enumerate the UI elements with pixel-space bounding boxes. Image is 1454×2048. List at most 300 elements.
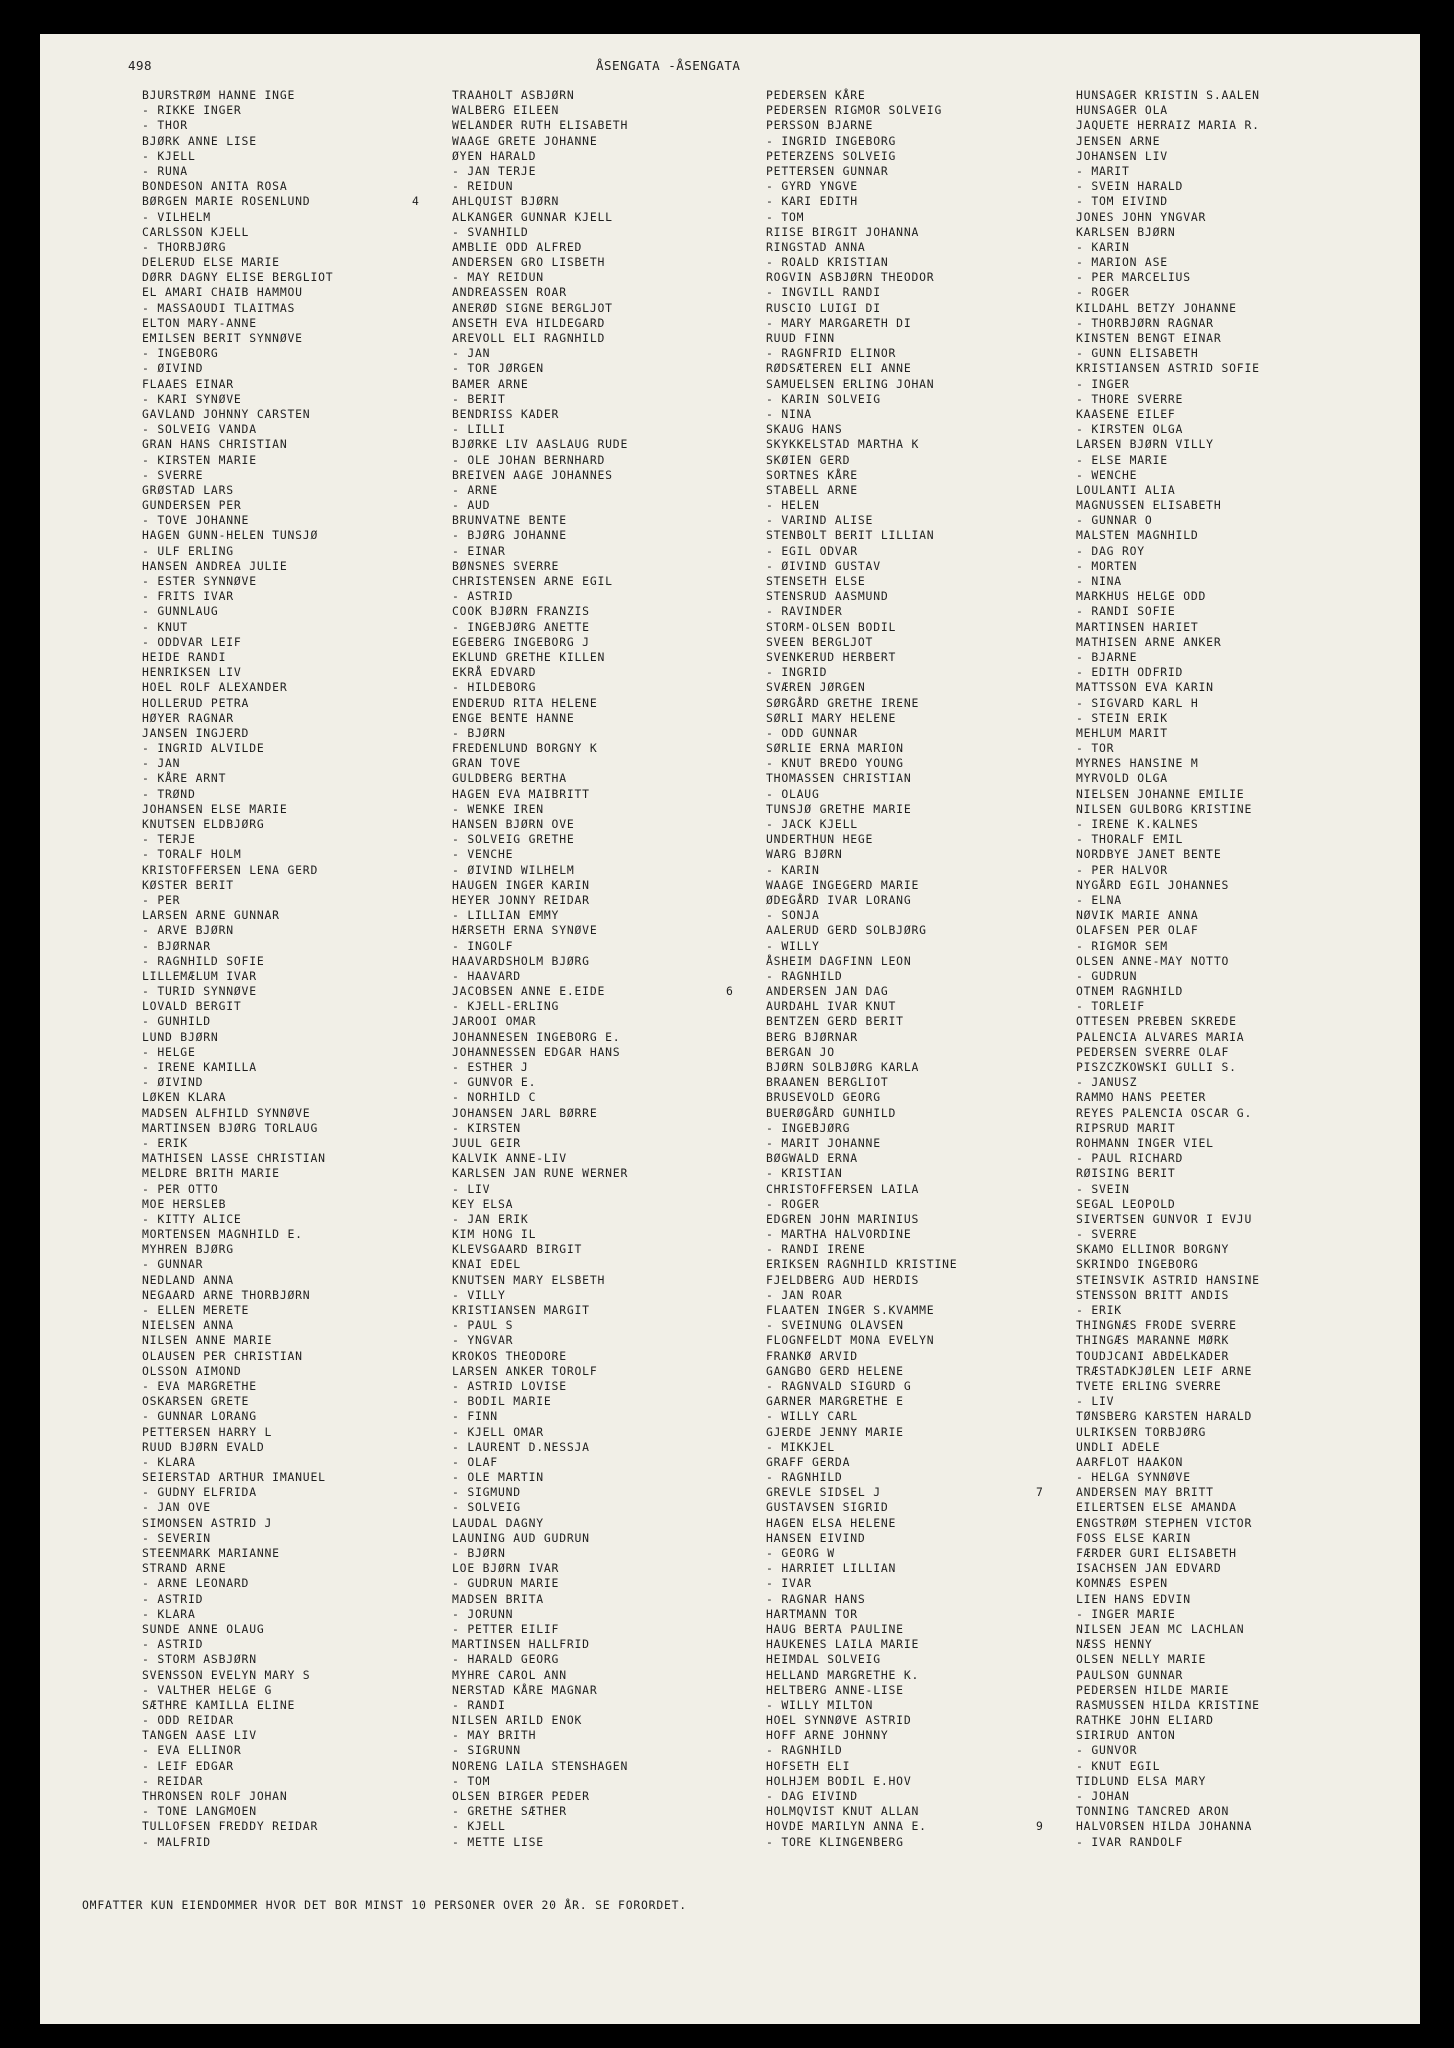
resident-name: MARTINSEN BJØRG TORLAUG — [142, 1120, 319, 1135]
resident-entry — [1076, 893, 1260, 908]
resident-entry — [452, 1652, 628, 1667]
resident-name: TOUDJCANI ABDELKADER — [1076, 1348, 1230, 1363]
resident-entry — [452, 1364, 628, 1379]
resident-entry — [142, 316, 333, 331]
resident-name: BERGAN JO — [766, 1044, 835, 1059]
resident-entry — [766, 1759, 957, 1774]
resident-name: - TONE LANGMOEN — [142, 1804, 257, 1819]
resident-name: - KIRSTEN MARIE — [142, 452, 257, 467]
resident-entry — [1076, 1090, 1260, 1105]
house-number: 4 — [412, 194, 420, 209]
resident-name: HOLLERUD PETRA — [142, 695, 250, 710]
resident-name: - GUNNAR LORANG — [142, 1409, 257, 1424]
resident-name: JOHANSEN ELSE MARIE — [142, 801, 288, 816]
resident-name: - SOLVEIG VANDA — [142, 422, 257, 437]
resident-entry — [1076, 1470, 1260, 1485]
resident-name: TØNSBERG KARSTEN HARALD — [1076, 1409, 1253, 1424]
resident-entry — [1076, 1106, 1260, 1121]
resident-name: HAGEN ELSA HELENE — [766, 1515, 897, 1530]
resident-entry — [452, 1516, 628, 1531]
resident-name: ROGVIN ASBJØRN THEODOR — [766, 270, 935, 285]
resident-entry — [142, 1698, 333, 1713]
resident-entry — [142, 1090, 333, 1105]
resident-entry — [452, 589, 628, 604]
resident-name: - GUNVOR E. — [452, 1075, 537, 1090]
resident-entry — [142, 984, 333, 999]
resident-entry — [142, 635, 333, 650]
resident-entry — [766, 650, 957, 665]
resident-name: RUUD BJØRN EVALD — [142, 1439, 265, 1454]
resident-entry — [452, 528, 628, 543]
resident-name: KRISTIANSEN ASTRID SOFIE — [1076, 361, 1260, 376]
resident-entry — [766, 194, 957, 209]
resident-name: - HARALD GEORG — [452, 1652, 560, 1667]
resident-name: HENRIKSEN LIV — [142, 665, 242, 680]
resident-entry — [1076, 650, 1260, 665]
resident-name: OLAUSEN PER CHRISTIAN — [142, 1348, 303, 1363]
resident-entry — [1076, 255, 1260, 270]
resident-entry — [766, 1090, 957, 1105]
resident-name: - KITTY ALICE — [142, 1211, 242, 1226]
resident-entry — [1076, 103, 1260, 118]
resident-entry — [452, 1151, 628, 1166]
resident-name: SVENKERUD HERBERT — [766, 649, 897, 664]
resident-entry — [452, 1197, 628, 1212]
resident-entry — [142, 422, 333, 437]
resident-entry — [452, 1668, 628, 1683]
resident-name: NIELSEN ANNA — [142, 1318, 234, 1333]
resident-name: FREDENLUND BORGNY K — [452, 741, 598, 756]
resident-entry — [452, 1379, 628, 1394]
resident-entry — [1076, 1516, 1260, 1531]
resident-name: KINSTEN BENGT EINAR — [1076, 331, 1222, 345]
resident-entry — [452, 210, 628, 225]
resident-name: - GUNNAR O — [1076, 513, 1153, 528]
resident-entry — [766, 574, 957, 589]
resident-name: - PER OTTO — [142, 1181, 219, 1196]
resident-entry — [412, 194, 628, 209]
resident-entry — [452, 134, 628, 149]
resident-name: - HARRIET LILLIAN — [766, 1561, 897, 1576]
resident-name: - PER — [142, 892, 181, 907]
resident-entry — [766, 1622, 957, 1637]
resident-entry — [452, 1288, 628, 1303]
resident-name: JAQUETE HERRAIZ MARIA R. — [1076, 118, 1260, 133]
resident-entry — [1076, 863, 1260, 878]
resident-name: - DAG ROY — [1076, 543, 1145, 558]
resident-entry — [452, 817, 628, 832]
resident-entry — [452, 513, 628, 528]
resident-entry — [766, 1485, 957, 1500]
resident-entry — [142, 1257, 333, 1272]
resident-entry — [452, 361, 628, 376]
resident-entry — [452, 787, 628, 802]
resident-entry — [766, 1789, 957, 1804]
resident-name: STENSRUD AASMUND — [766, 589, 889, 604]
resident-name: RATHKE JOHN ELIARD — [1076, 1713, 1214, 1728]
resident-entry — [142, 711, 333, 726]
resident-name: PEDERSEN HILDE MARIE — [1076, 1682, 1230, 1697]
resident-entry — [1076, 847, 1260, 862]
resident-entry — [1076, 1531, 1260, 1546]
resident-entry — [766, 1774, 957, 1789]
resident-name: - GUNVOR — [1076, 1743, 1138, 1758]
resident-entry — [1076, 1273, 1260, 1288]
resident-entry — [766, 1182, 957, 1197]
resident-entry — [452, 1242, 628, 1257]
resident-entry — [1076, 1576, 1260, 1591]
resident-name: STORM-OLSEN BODIL — [766, 619, 897, 634]
resident-name: SEGAL LEOPOLD — [1076, 1196, 1176, 1211]
resident-entry — [766, 1288, 957, 1303]
resident-entry — [1076, 270, 1260, 285]
resident-name: ANDERSEN MAY BRITT — [1076, 1485, 1214, 1500]
resident-entry — [1076, 756, 1260, 771]
resident-entry — [766, 1455, 957, 1470]
resident-name: LARSEN BJØRN VILLY — [1076, 437, 1214, 452]
resident-entry — [142, 1516, 333, 1531]
resident-name: HAGEN GUNN-HELEN TUNSJØ — [142, 528, 319, 543]
resident-name: LOE BJØRN IVAR — [452, 1561, 560, 1576]
resident-entry — [452, 1409, 628, 1424]
resident-entry — [142, 1242, 333, 1257]
resident-name: OTTESEN PREBEN SKREDE — [1076, 1014, 1237, 1029]
resident-name: STEENMARK MARIANNE — [142, 1546, 280, 1560]
resident-entry — [142, 88, 333, 103]
resident-name: AURDAHL IVAR KNUT — [766, 999, 897, 1014]
resident-name: - KÅRE ARNT — [142, 771, 227, 786]
resident-name: FLAAES EINAR — [142, 376, 234, 391]
resident-name: - MAY BRITH — [452, 1728, 537, 1743]
resident-name: HANSEN BJØRN OVE — [452, 817, 575, 831]
resident-name: - INGER — [1076, 376, 1130, 391]
resident-entry — [452, 1789, 628, 1804]
resident-name: MELDRE BRITH MARIE — [142, 1166, 280, 1181]
resident-name: RUSCIO LUIGI DI — [766, 300, 881, 315]
resident-name: SØRGÅRD GRETHE IRENE — [766, 695, 920, 710]
resident-name: DELERUD ELSE MARIE — [142, 255, 280, 270]
resident-name: KRISTOFFERSEN LENA GERD — [142, 862, 319, 877]
resident-name: ULRIKSEN TORBJØRG — [1076, 1424, 1207, 1439]
resident-name: KARLSEN BJØRN — [1076, 224, 1176, 239]
resident-entry — [766, 1637, 957, 1652]
resident-name: - INGER MARIE — [1076, 1606, 1176, 1621]
resident-name: ØDEGÅRD IVAR LORANG — [766, 892, 912, 907]
resident-name: GREVLE SIDSEL J — [766, 1485, 881, 1500]
resident-name: RAMMO HANS PEETER — [1076, 1090, 1207, 1105]
resident-name: RIPSRUD MARIT — [1076, 1120, 1176, 1135]
resident-entry — [1076, 559, 1260, 574]
resident-name: - VILHELM — [142, 209, 211, 224]
resident-name: KILDAHL BETZY JOHANNE — [1076, 300, 1237, 315]
resident-name: NERSTAD KÅRE MAGNAR — [452, 1682, 598, 1697]
column-3 — [726, 88, 958, 1850]
resident-name: - ROALD KRISTIAN — [766, 255, 889, 270]
resident-entry — [142, 589, 333, 604]
resident-name: NORDBYE JANET BENTE — [1076, 847, 1222, 862]
resident-name: JONES JOHN YNGVAR — [1076, 209, 1207, 224]
resident-name: - KLARA — [142, 1606, 196, 1621]
resident-entry — [1076, 1728, 1260, 1743]
resident-name: ENGSTRØM STEPHEN VICTOR — [1076, 1515, 1253, 1530]
resident-entry — [452, 711, 628, 726]
resident-entry — [1076, 1121, 1260, 1136]
resident-entry — [452, 1090, 628, 1105]
resident-entry — [142, 1804, 333, 1819]
resident-name: HEYER JONNY REIDAR — [452, 892, 590, 907]
resident-entry — [766, 225, 957, 240]
resident-name: - SVEIN HARALD — [1076, 179, 1184, 194]
resident-name: UNDERTHUN HEGE — [766, 832, 874, 847]
resident-entry — [452, 939, 628, 954]
resident-name: TRAAHOLT ASBJØRN — [452, 88, 575, 102]
resident-entry — [452, 1318, 628, 1333]
resident-name: - GUDRUN — [1076, 968, 1138, 983]
resident-entry — [1076, 1622, 1260, 1637]
resident-name: OTNEM RAGNHILD — [1076, 984, 1184, 999]
resident-name: - PAUL S — [452, 1318, 514, 1333]
resident-entry — [452, 88, 628, 103]
resident-name: HALVORSEN HILDA JOHANNA — [1076, 1819, 1253, 1834]
resident-entry — [1076, 513, 1260, 528]
resident-name: HAGEN EVA MAIBRITT — [452, 786, 590, 801]
resident-name: - GUDRUN MARIE — [452, 1576, 560, 1591]
resident-entry — [1076, 1242, 1260, 1257]
resident-name: AMBLIE ODD ALFRED — [452, 239, 583, 254]
resident-name: OSKARSEN GRETE — [142, 1394, 250, 1409]
resident-name: - HELEN — [766, 498, 820, 513]
resident-name: - SONJA — [766, 908, 820, 923]
resident-entry — [1076, 437, 1260, 452]
resident-entry — [766, 1470, 957, 1485]
resident-entry — [452, 270, 628, 285]
resident-entry — [452, 1561, 628, 1576]
resident-entry — [766, 1698, 957, 1713]
resident-entry — [452, 999, 628, 1014]
resident-entry — [766, 331, 957, 346]
resident-name: SØRLIE ERNA MARION — [766, 741, 904, 756]
resident-entry — [142, 1485, 333, 1500]
resident-name: - MALFRID — [142, 1834, 211, 1849]
resident-name: LILLEMÆLUM IVAR — [142, 968, 257, 983]
resident-name: BENDRISS KADER — [452, 406, 560, 421]
resident-name: OLSEN ANNE-MAY NOTTO — [1076, 953, 1230, 968]
resident-name: - TOR JØRGEN — [452, 361, 544, 376]
resident-entry — [1076, 1045, 1260, 1060]
resident-name: - LAURENT D.NESSJA — [452, 1439, 590, 1454]
resident-name: - LEIF EDGAR — [142, 1758, 234, 1773]
resident-entry — [452, 1592, 628, 1607]
resident-entry — [766, 939, 957, 954]
resident-entry — [142, 1197, 333, 1212]
resident-name: - BJØRN — [452, 725, 506, 740]
resident-entry — [1076, 1394, 1260, 1409]
resident-entry — [1076, 908, 1260, 923]
resident-entry — [452, 1106, 628, 1121]
resident-name: - FINN — [452, 1409, 498, 1424]
resident-entry — [1076, 301, 1260, 316]
resident-name: EKLUND GRETHE KILLEN — [452, 649, 606, 664]
resident-entry — [452, 726, 628, 741]
resident-name: - ARVE BJØRN — [142, 923, 234, 938]
resident-name: PISZCZKOWSKI GULLI S. — [1076, 1060, 1237, 1074]
resident-name: - THORE SVERRE — [1076, 391, 1184, 406]
resident-name: RØISING BERIT — [1076, 1166, 1176, 1181]
resident-name: - WILLY MILTON — [766, 1697, 874, 1712]
resident-name: TULLOFSEN FREDDY REIDAR — [142, 1819, 319, 1834]
resident-name: NILSEN JEAN MC LACHLAN — [1076, 1621, 1245, 1636]
resident-entry — [452, 665, 628, 680]
resident-entry — [142, 923, 333, 938]
resident-entry — [452, 893, 628, 908]
resident-name: - PER MARCELIUS — [1076, 270, 1191, 285]
resident-entry — [142, 285, 333, 300]
resident-name: HAUGEN INGER KARIN — [452, 877, 590, 892]
resident-name: HUNSAGER KRISTIN S.AALEN — [1076, 88, 1260, 102]
resident-entry — [452, 1576, 628, 1591]
resident-entry — [766, 923, 957, 938]
resident-name: GRAFF GERDA — [766, 1454, 851, 1469]
resident-entry — [1076, 1136, 1260, 1151]
resident-entry — [1076, 1637, 1260, 1652]
resident-entry — [452, 1531, 628, 1546]
resident-name: - KJELL OMAR — [452, 1424, 544, 1439]
resident-name: - SIGRUNN — [452, 1743, 521, 1758]
resident-entry — [1076, 1789, 1260, 1804]
resident-entry — [1076, 285, 1260, 300]
resident-name: BJØRKE LIV AASLAUG RUDE — [452, 437, 629, 452]
resident-name: - BERIT — [452, 391, 506, 406]
house-number: 6 — [726, 984, 734, 999]
resident-name: FOSS ELSE KARIN — [1076, 1530, 1191, 1545]
resident-entry — [142, 1394, 333, 1409]
resident-name: - KNUT BREDO YOUNG — [766, 756, 904, 771]
resident-entry — [766, 1303, 957, 1318]
resident-entry — [766, 1227, 957, 1242]
resident-entry — [142, 1227, 333, 1242]
resident-entry — [452, 498, 628, 513]
resident-entry — [142, 680, 333, 695]
resident-entry — [766, 604, 957, 619]
resident-name: JANSEN INGJERD — [142, 725, 250, 740]
resident-entry — [142, 453, 333, 468]
resident-name: - KIRSTEN — [452, 1120, 521, 1135]
resident-name: - JAN TERJE — [452, 163, 537, 178]
resident-entry — [142, 164, 333, 179]
resident-name: HOEL SYNNØVE ASTRID — [766, 1713, 912, 1728]
resident-entry — [766, 1607, 957, 1622]
house-number: 9 — [1036, 1819, 1044, 1834]
resident-name: - GUNHILD — [142, 1014, 211, 1029]
resident-name: ELTON MARY-ANNE — [142, 315, 257, 330]
resident-entry — [1076, 1546, 1260, 1561]
resident-entry — [766, 1045, 957, 1060]
resident-name: - ESTHER J — [452, 1060, 529, 1074]
resident-name: STENBOLT BERIT LILLIAN — [766, 528, 935, 543]
resident-name: - SVEINUNG OLAVSEN — [766, 1318, 904, 1333]
resident-entry — [142, 559, 333, 574]
resident-name: SKAUG HANS — [766, 422, 843, 437]
resident-name: EL AMARI CHAIB HAMMOU — [142, 285, 303, 300]
resident-name: GJERDE JENNY MARIE — [766, 1424, 904, 1439]
resident-name: NILSEN ANNE MARIE — [142, 1333, 273, 1348]
resident-entry — [1076, 1561, 1260, 1576]
resident-name: - JAN ROAR — [766, 1287, 843, 1302]
resident-name: - ULF ERLING — [142, 543, 234, 558]
resident-entry — [766, 847, 957, 862]
resident-name: - INGEBJØRG ANETTE — [452, 619, 590, 634]
resident-entry — [766, 1151, 957, 1166]
resident-name: - RAVINDER — [766, 604, 843, 619]
resident-name: AALERUD GERD SOLBJØRG — [766, 923, 927, 938]
resident-entry — [142, 1789, 333, 1804]
resident-entry — [1076, 422, 1260, 437]
resident-entry — [1076, 1652, 1260, 1667]
resident-name: - JAN ERIK — [452, 1211, 529, 1226]
resident-entry — [766, 1546, 957, 1561]
resident-name: AARFLOT HAAKON — [1076, 1454, 1184, 1469]
resident-entry — [142, 513, 333, 528]
resident-entry — [1076, 696, 1260, 711]
resident-name: GULDBERG BERTHA — [452, 771, 567, 786]
resident-name: FÆRDER GURI ELISABETH — [1076, 1546, 1237, 1560]
resident-entry — [142, 1273, 333, 1288]
resident-name: - STEIN ERIK — [1076, 710, 1168, 725]
resident-entry — [142, 1774, 333, 1789]
resident-entry — [142, 346, 333, 361]
resident-name: UNDLI ADELE — [1076, 1439, 1161, 1454]
resident-entry — [1076, 711, 1260, 726]
resident-name: AHLQUIST BJØRN — [452, 194, 560, 209]
resident-entry — [142, 893, 333, 908]
resident-entry — [452, 1774, 628, 1789]
resident-name: - RIGMOR SEM — [1076, 938, 1168, 953]
resident-name: - MARY MARGARETH DI — [766, 315, 912, 330]
resident-name: - THOR — [142, 118, 188, 133]
resident-name: THINGÆS MARANNE MØRK — [1076, 1333, 1230, 1348]
resident-entry — [766, 771, 957, 786]
resident-name: KEY ELSA — [452, 1196, 514, 1211]
resident-entry — [766, 726, 957, 741]
resident-name: JOHANSEN LIV — [1076, 148, 1168, 163]
resident-name: JUUL GEIR — [452, 1135, 521, 1150]
resident-name: - HILDEBORG — [452, 680, 537, 695]
resident-name: EILERTSEN ELSE AMANDA — [1076, 1500, 1237, 1515]
resident-name: - RAGNHILD — [766, 1743, 843, 1758]
resident-entry — [452, 1014, 628, 1029]
resident-name: - FRITS IVAR — [142, 589, 234, 604]
resident-entry — [766, 88, 957, 103]
resident-name: GRØSTAD LARS — [142, 482, 234, 497]
resident-entry — [766, 1440, 957, 1455]
resident-entry — [1076, 1379, 1260, 1394]
resident-name: - SEVERIN — [142, 1530, 211, 1545]
resident-entry — [452, 680, 628, 695]
resident-entry — [142, 1668, 333, 1683]
resident-name: LAUDAL DAGNY — [452, 1515, 544, 1530]
resident-entry — [452, 468, 628, 483]
resident-entry — [452, 559, 628, 574]
resident-name: WALBERG EILEEN — [452, 103, 560, 118]
resident-entry — [766, 1804, 957, 1819]
resident-entry — [1036, 1819, 1260, 1834]
footer-note: OMFATTER KUN EIENDOMMER HVOR DET BOR MINST 10 PERSONER OVER 20 ÅR. SE FORORDET. — [82, 1898, 687, 1912]
resident-entry — [1076, 1668, 1260, 1683]
resident-entry — [1076, 665, 1260, 680]
resident-name: OLSSON AIMOND — [142, 1363, 242, 1378]
resident-entry — [452, 574, 628, 589]
resident-name: - INGEBJØRG — [766, 1120, 851, 1135]
